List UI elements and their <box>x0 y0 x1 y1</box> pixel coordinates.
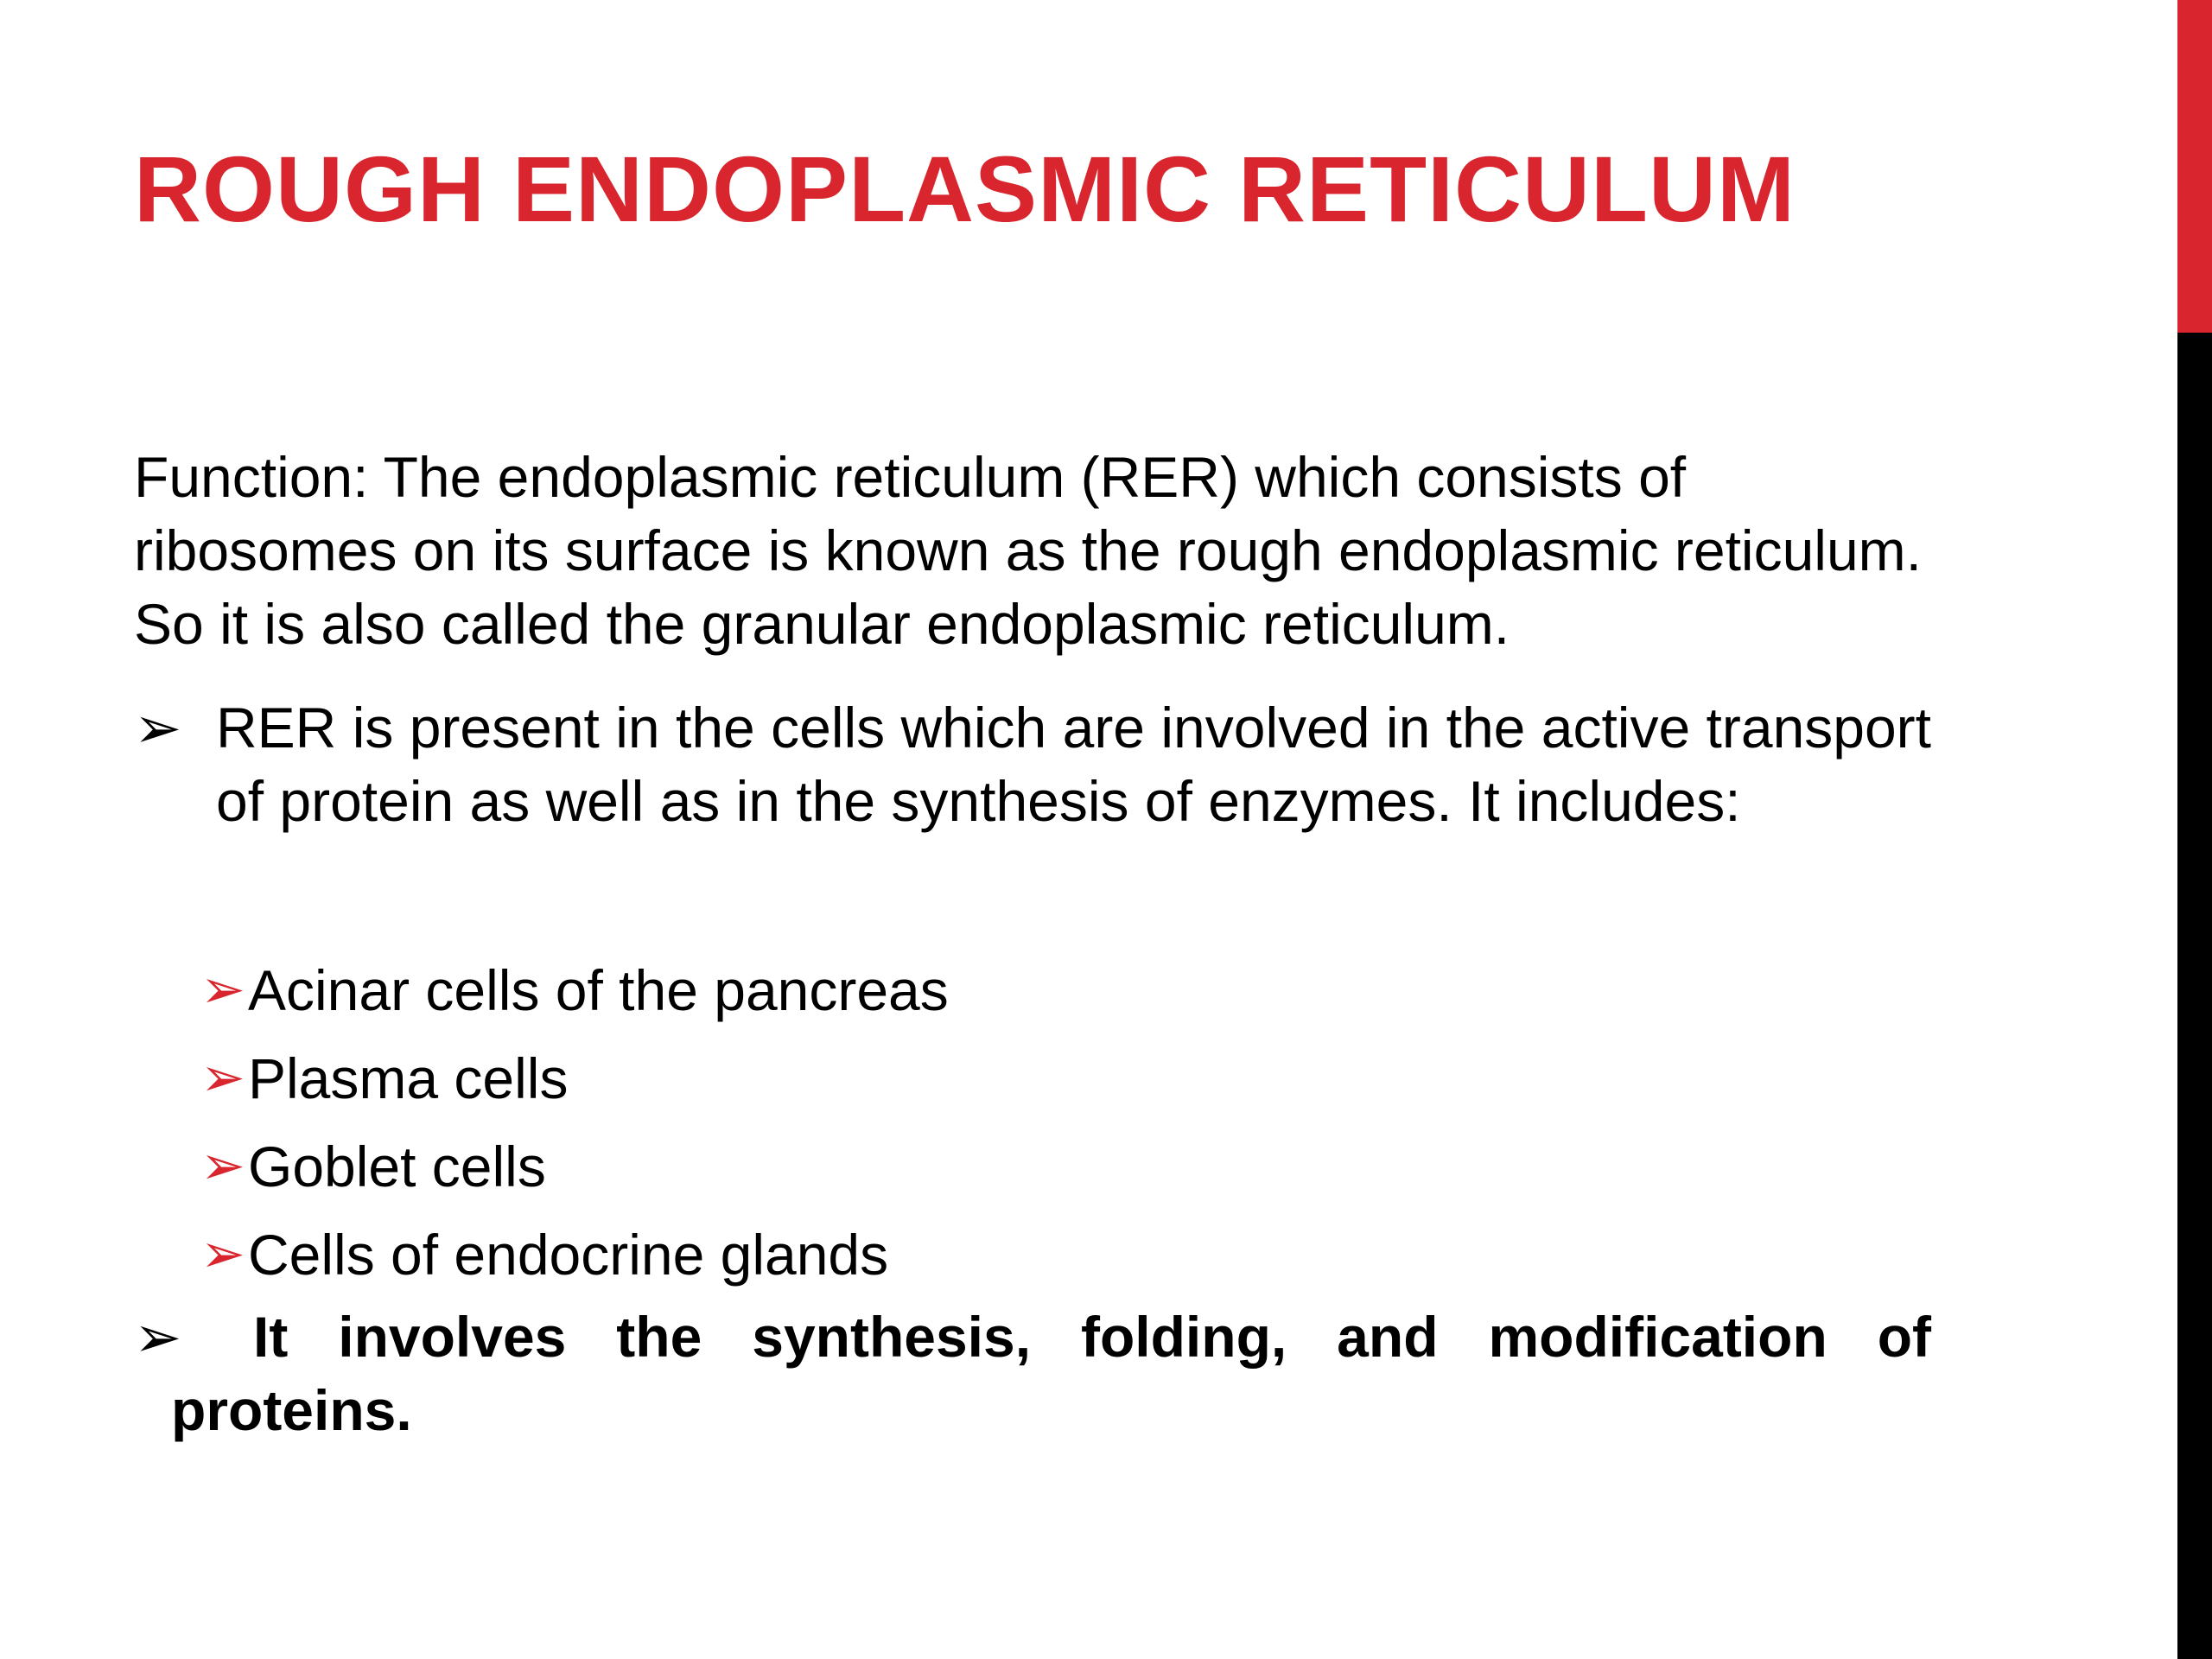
list-item-label: Plasma cells <box>248 1046 569 1110</box>
list-item <box>200 1122 1842 1211</box>
red-arrow-bullet-icon: ➢ <box>200 960 245 1020</box>
side-accent-bar-red <box>2177 0 2212 333</box>
cell-types-list <box>200 946 1842 1299</box>
bullet-rer-present-text: RER is present in the cells which are involved in the active transport of protein as well as in the synthesis of enzymes. It includes: <box>216 696 1931 833</box>
red-arrow-bullet-icon: ➢ <box>200 1224 245 1284</box>
list-item-label: Goblet cells <box>248 1135 546 1198</box>
list-item-label: Acinar cells of the pancreas <box>248 958 949 1022</box>
side-accent-bar-black <box>2177 333 2212 1659</box>
bullet-protein-synthesis-text: It involves the synthesis, folding, and modification of proteins. <box>171 1305 1931 1442</box>
red-arrow-bullet-icon: ➢ <box>200 1048 245 1108</box>
red-arrow-bullet-icon: ➢ <box>200 1136 245 1196</box>
function-paragraph: Function: The endoplasmic reticulum (RER) which consists of ribosomes on its surface is known as the rough endoplasmic reticulum. So it is also called the granular endoplasmic reticulum. <box>134 445 1922 656</box>
list-item <box>200 1211 1842 1299</box>
slide-title: ROUGH ENDOPLASMIC RETICULUM <box>134 137 1796 241</box>
bullet-protein-synthesis <box>134 1300 1931 1447</box>
list-item <box>200 946 1842 1034</box>
arrow-bullet-icon: ➢ <box>134 696 182 760</box>
list-item-label: Cells of endocrine glands <box>248 1223 889 1287</box>
list-item <box>200 1034 1842 1122</box>
arrow-bullet-icon: ➢ <box>134 1305 182 1369</box>
bullet-rer-present <box>134 691 1931 838</box>
